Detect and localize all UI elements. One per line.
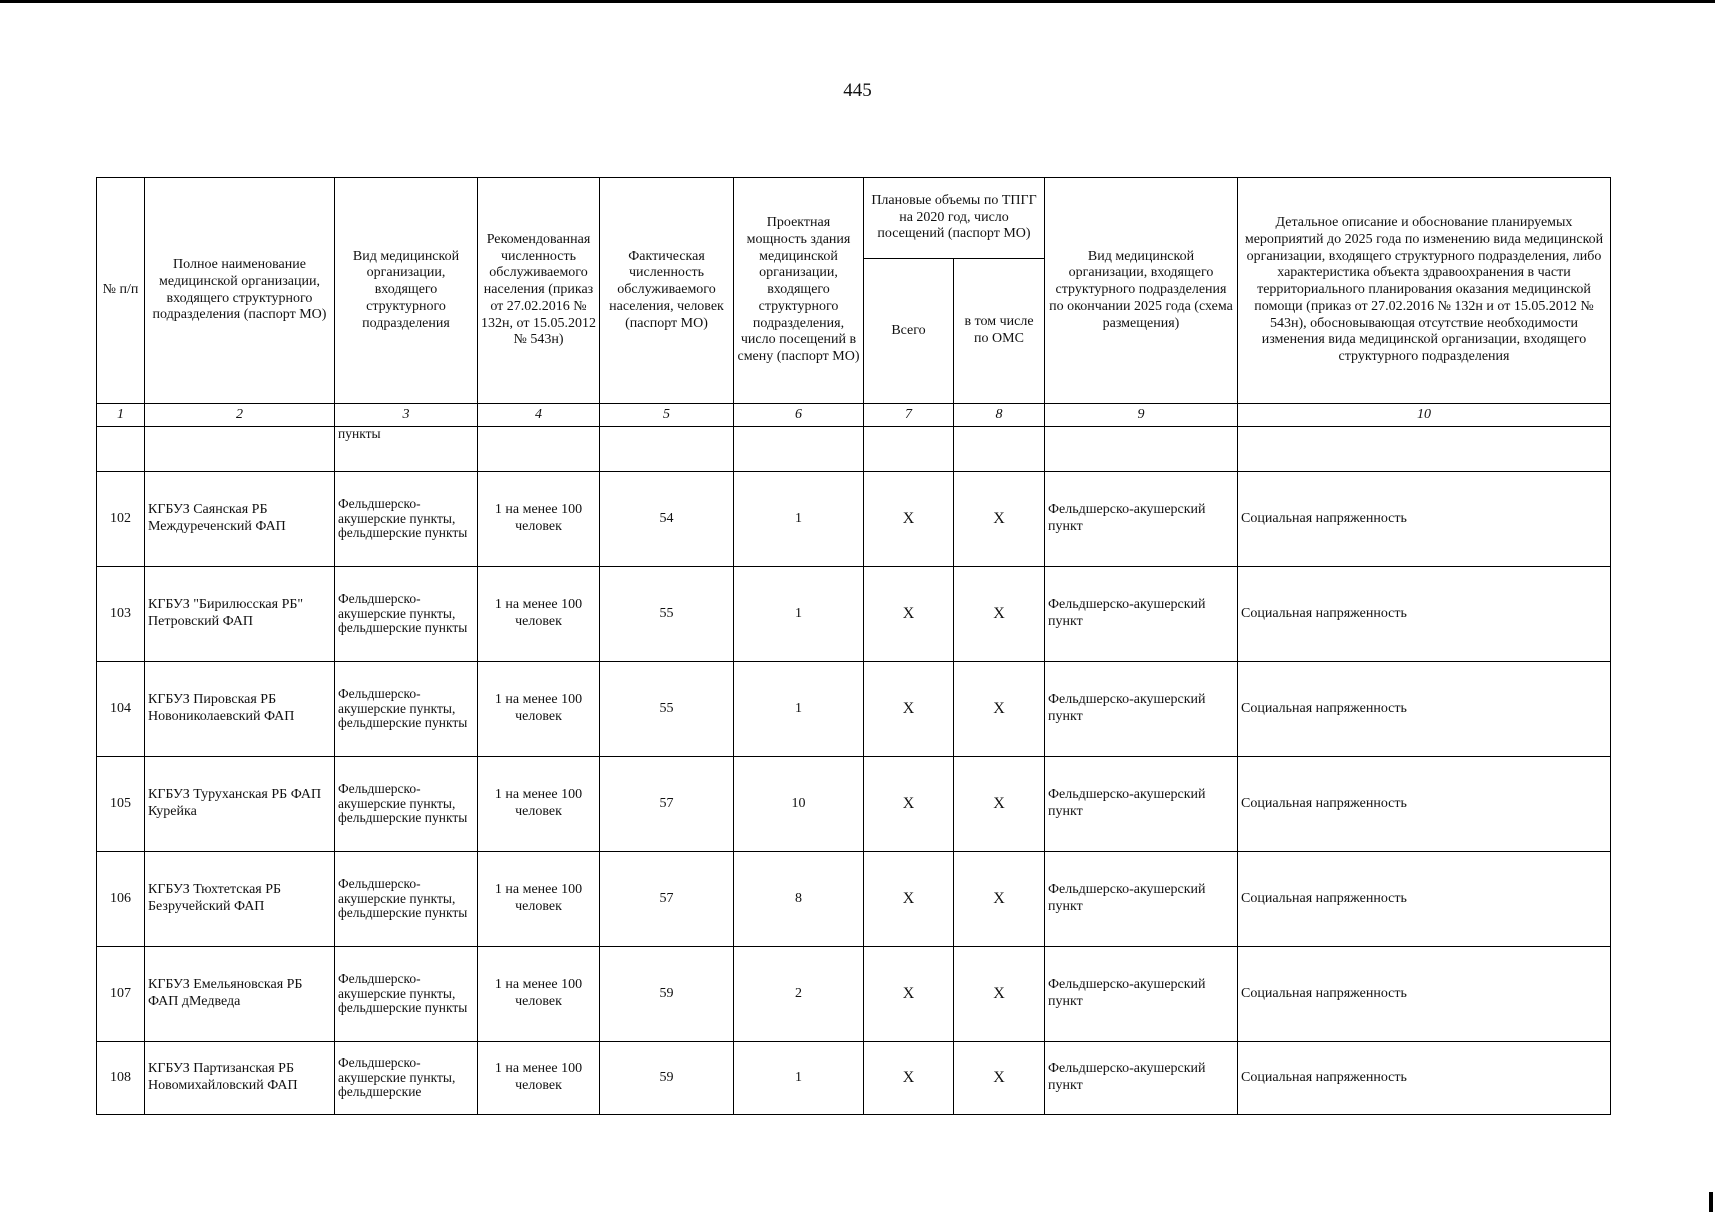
table-row <box>97 567 1611 662</box>
cell-recommended: 1 на менее 100 человек <box>478 472 600 567</box>
cell-kind-2025: Фельдшерско-акушерский пункт <box>1045 662 1238 757</box>
cell-actual: 55 <box>600 662 734 757</box>
cell-actual: 59 <box>600 947 734 1042</box>
cell-description: Социальная напряженность <box>1238 852 1611 947</box>
column-number: 1 <box>97 404 145 427</box>
column-number-row <box>97 404 1611 427</box>
header-col-number: № п/п <box>97 178 145 404</box>
cell-number: 108 <box>97 1042 145 1115</box>
cell-number: 106 <box>97 852 145 947</box>
column-number: 2 <box>145 404 335 427</box>
cell-oms: X <box>954 662 1045 757</box>
table-row <box>97 472 1611 567</box>
table-row <box>97 852 1611 947</box>
cell-total: X <box>864 852 954 947</box>
cell-oms: X <box>954 567 1045 662</box>
cell-kind-2025: Фельдшерско-акушерский пункт <box>1045 757 1238 852</box>
cell-type: Фельдшерско-акушерские пункты, фельдшерские пункты <box>335 662 478 757</box>
cell-type: Фельдшерско-акушерские пункты, фельдшерские пункты <box>335 852 478 947</box>
column-number: 9 <box>1045 404 1238 427</box>
cell-description: Социальная напряженность <box>1238 757 1611 852</box>
header-row <box>97 178 1611 259</box>
cell-oms: X <box>954 852 1045 947</box>
cell-type: Фельдшерско-акушерские пункты, фельдшерские пункты <box>335 567 478 662</box>
cell-description: Социальная напряженность <box>1238 567 1611 662</box>
cell-kind-2025: Фельдшерско-акушерский пункт <box>1045 567 1238 662</box>
cell-recommended: 1 на менее 100 человек <box>478 852 600 947</box>
cell-kind-2025: Фельдшерско-акушерский пункт <box>1045 472 1238 567</box>
cell-empty <box>145 427 335 472</box>
cell-oms: X <box>954 947 1045 1042</box>
cell-capacity: 8 <box>734 852 864 947</box>
cell-actual: 57 <box>600 757 734 852</box>
cell-empty <box>1238 427 1611 472</box>
cell-capacity: 1 <box>734 662 864 757</box>
header-col-oms: в том числе по ОМС <box>954 259 1045 404</box>
header-col-type: Вид медицинской организации, входящего структурного подразделения <box>335 178 478 404</box>
column-number: 7 <box>864 404 954 427</box>
facilities-table <box>96 177 1611 1115</box>
cell-actual: 59 <box>600 1042 734 1115</box>
cell-description: Социальная напряженность <box>1238 947 1611 1042</box>
cell-type: Фельдшерско-акушерские пункты, фельдшерские пункты <box>335 947 478 1042</box>
cell-number: 107 <box>97 947 145 1042</box>
cell-description: Социальная напряженность <box>1238 662 1611 757</box>
cell-type-continuation: пункты <box>335 427 478 472</box>
cell-kind-2025: Фельдшерско-акушерский пункт <box>1045 852 1238 947</box>
cell-description: Социальная напряженность <box>1238 472 1611 567</box>
table-row <box>97 757 1611 852</box>
cell-recommended: 1 на менее 100 человек <box>478 662 600 757</box>
cell-empty <box>97 427 145 472</box>
cell-number: 103 <box>97 567 145 662</box>
header-col-actual: Фактическая численность обслуживаемого населения, человек (паспорт МО) <box>600 178 734 404</box>
cell-kind-2025: Фельдшерско-акушерский пункт <box>1045 947 1238 1042</box>
cell-empty <box>1045 427 1238 472</box>
cell-actual: 55 <box>600 567 734 662</box>
cell-oms: X <box>954 757 1045 852</box>
cell-name: КГБУЗ Туруханская РБ ФАП Курейка <box>145 757 335 852</box>
cell-capacity: 1 <box>734 1042 864 1115</box>
column-number: 5 <box>600 404 734 427</box>
header-col-kind-2025: Вид медицинской организации, входящего структурного подразделения по окончании 2025 года (схема размещения) <box>1045 178 1238 404</box>
cell-type: Фельдшерско-акушерские пункты, фельдшерские пункты <box>335 472 478 567</box>
column-number: 4 <box>478 404 600 427</box>
header-col-name: Полное наименование медицинской организации, входящего структурного подразделения (паспорт МО) <box>145 178 335 404</box>
cell-actual: 57 <box>600 852 734 947</box>
cell-name: КГБУЗ Емельяновская РБ ФАП дМедведа <box>145 947 335 1042</box>
header-col-total: Всего <box>864 259 954 404</box>
cell-total: X <box>864 757 954 852</box>
cell-total: X <box>864 947 954 1042</box>
cell-number: 102 <box>97 472 145 567</box>
cell-capacity: 2 <box>734 947 864 1042</box>
cell-actual: 54 <box>600 472 734 567</box>
cell-total: X <box>864 1042 954 1115</box>
cell-recommended: 1 на менее 100 человек <box>478 757 600 852</box>
cell-total: X <box>864 567 954 662</box>
page-edge-mark <box>1709 1192 1713 1212</box>
cell-name: КГБУЗ Тюхтетская РБ Безручейский ФАП <box>145 852 335 947</box>
cell-capacity: 1 <box>734 472 864 567</box>
column-number: 3 <box>335 404 478 427</box>
cell-capacity: 10 <box>734 757 864 852</box>
page-top-border <box>0 0 1715 3</box>
page-number: 445 <box>843 80 872 101</box>
column-number: 6 <box>734 404 864 427</box>
cell-recommended: 1 на менее 100 человек <box>478 947 600 1042</box>
cell-name: КГБУЗ Саянская РБ Междуреченский ФАП <box>145 472 335 567</box>
cell-kind-2025: Фельдшерско-акушерский пункт <box>1045 1042 1238 1115</box>
table-row <box>97 947 1611 1042</box>
cell-type: Фельдшерско-акушерские пункты, фельдшерские пункты <box>335 757 478 852</box>
cell-description: Социальная напряженность <box>1238 1042 1611 1115</box>
column-number: 8 <box>954 404 1045 427</box>
cell-name: КГБУЗ Партизанская РБ Новомихайловский ФАП <box>145 1042 335 1115</box>
header-col-planned: Плановые объемы по ТПГГ на 2020 год, число посещений (паспорт МО) <box>864 178 1045 259</box>
cell-number: 105 <box>97 757 145 852</box>
cell-total: X <box>864 472 954 567</box>
cell-oms: X <box>954 1042 1045 1115</box>
table-row <box>97 1042 1611 1115</box>
cell-type: Фельдшерско-акушерские пункты, фельдшерские <box>335 1042 478 1115</box>
header-col-description: Детальное описание и обоснование планируемых мероприятий до 2025 года по изменению вида медицинской организации, входящего структурного подразделения, либо характеристика объекта здравоохранения в части территориального планирования оказания медицинской помощи (приказ от 27.02.2016 № 132н и от 15.05.2012 № 543н), обосновывающая отсутствие необходимости изменения вида медицинской организации, входящего структурного подразделения <box>1238 178 1611 404</box>
cell-number: 104 <box>97 662 145 757</box>
cell-recommended: 1 на менее 100 человек <box>478 567 600 662</box>
header-col-recommended: Рекомендованная численность обслуживаемого населения (приказ от 27.02.2016 № 132н, от 15.05.2012 № 543н) <box>478 178 600 404</box>
header-col-capacity: Проектная мощность здания медицинской организации, входящего структурного подразделения, число посещений в смену (паспорт МО) <box>734 178 864 404</box>
cell-empty <box>864 427 954 472</box>
cell-empty <box>478 427 600 472</box>
continuation-row <box>97 427 1611 472</box>
cell-capacity: 1 <box>734 567 864 662</box>
column-number: 10 <box>1238 404 1611 427</box>
cell-oms: X <box>954 472 1045 567</box>
cell-total: X <box>864 662 954 757</box>
cell-name: КГБУЗ Пировская РБ Новониколаевский ФАП <box>145 662 335 757</box>
cell-empty <box>600 427 734 472</box>
cell-name: КГБУЗ "Бирилюсская РБ" Петровский ФАП <box>145 567 335 662</box>
cell-empty <box>734 427 864 472</box>
cell-recommended: 1 на менее 100 человек <box>478 1042 600 1115</box>
cell-empty <box>954 427 1045 472</box>
table-row <box>97 662 1611 757</box>
